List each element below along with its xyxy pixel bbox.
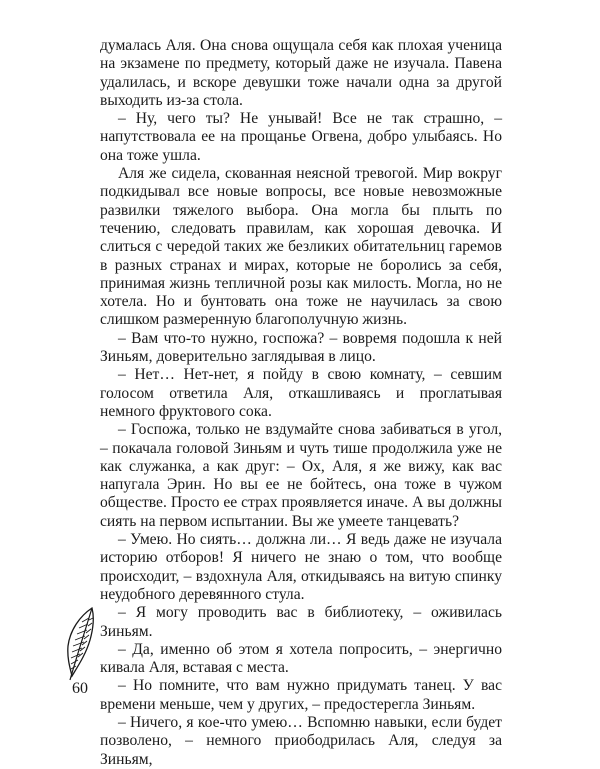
paragraph: – Умею. Но сиять… должна ли… Я ведь даже не изучала историю отборов! Я ничего не знаю о том, что вообще происходит, – вздохнула Аля, откидываясь на витую спинку неудобного деревянного стула. [100,531,502,603]
paragraph: Аля же сидела, скованная неясной тревогой. Мир вокруг подкидывал все новые вопросы, все новые невозможные развилки тяжелого выбора. Она могла бы плыть по течению, следовать правилам, как хорошая девочка. И слиться с чередой таких же безликих обитательниц гаремов в разных странах и мирах, которые не боролись за себя, принимая жизнь тепличной розы как милость. Могла, но не хотела. Но и бунтовать она тоже не научилась за свою слишком размеренную благополучную жизнь. [100,165,502,329]
page-number: 60 [72,680,88,697]
paragraph: – Нет… Нет-нет, я пойду в свою комнату, – севшим голосом ответила Аля, откашливаясь и проглатывая немного фруктового сока. [100,366,502,420]
paragraph: – Госпожа, только не вздумайте снова забиваться в угол, – покачала головой Зиньям и чуть тише продолжила уже не как служанка, а как друг: – Ох, Аля, я же вижу, как вас напугала Эрин. Но вы ее не бойтесь, она тоже в чужом обществе. Просто ее страх проявляется иначе. А вы должны сиять на первом испытании. Вы же умеете танцевать? [100,421,502,530]
paragraph: – Ну, чего ты? Не унывай! Все не так страшно, – напутствовала ее на прощанье Огвена, добро улыбаясь. Но она тоже ушла. [100,110,502,164]
paragraph: – Да, именно об этом я хотела попросить, – энергично кивала Аля, вставая с места. [100,640,502,677]
paragraph: думалась Аля. Она снова ощущала себя как плохая ученица на экзамене по предмету, который даже не изучала. Павена удалилась, и вскоре девушки тоже начали одна за другой выходить из-за стола. [100,37,502,109]
paragraph: – Вам что-то нужно, госпожа? – вовремя подошла к ней Зиньям, доверительно заглядывая в лицо. [100,329,502,366]
paragraph: – Я могу проводить вас в библиотеку, – оживилась Зиньям. [100,604,502,640]
body-text [100,37,502,769]
feather-icon [58,606,102,682]
paragraph: – Но помните, что вам нужно придумать танец. У вас времени меньше, чем у других, – предостерегла Зиньям. [100,677,502,713]
paragraph: – Ничего, я кое-что умею… Вспомню навыки, если будет позволено, – немного приободрилась Аля, следуя за Зиньям, [100,713,502,768]
